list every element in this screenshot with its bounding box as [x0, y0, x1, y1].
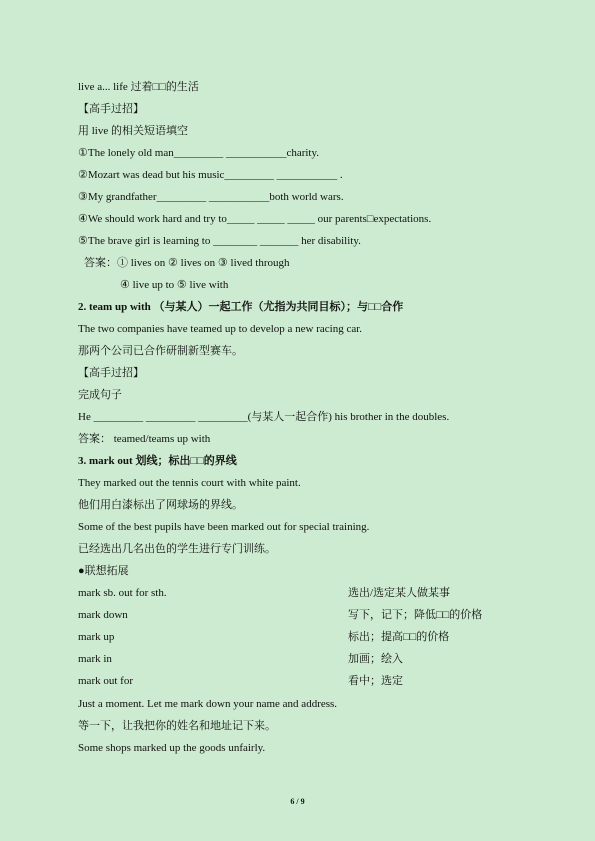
phrase-zh: 看中；选定 [348, 675, 403, 687]
example-sentence-en-4: Just a moment. Let me mark down your name and address. [78, 698, 338, 710]
phrase-zh: 标出；提高□□的价格 [348, 631, 450, 643]
example-sentence-zh-2: 他们用白漆标出了网球场的界线。 [78, 499, 243, 511]
example-sentence-en-2: They marked out the tennis court with white paint. [78, 477, 301, 489]
heading-mark-out: 3. mark out 划线；标出□□的界线 [78, 455, 237, 467]
example-sentence-zh-3: 已经选出几名出色的学生进行专门训练。 [78, 543, 276, 555]
phrase-en: mark up [78, 631, 115, 643]
phrase-zh: 加画；绘入 [348, 653, 403, 665]
example-sentence-zh: 那两个公司已合作研制新型赛车。 [78, 345, 243, 357]
answer-line-1: 答案：① lives on ② lives on ③ lived through [84, 257, 290, 269]
phrase-en: mark sb. out for sth. [78, 587, 167, 599]
exercise-item-5: ⑤The brave girl is learning to ________ _______ her disability. [78, 235, 361, 247]
exercise-item-4: ④We should work hard and try to_____ _____ _____ our parents□expectations. [78, 213, 432, 225]
phrase-row [78, 674, 555, 688]
phrase-en: mark out for [78, 675, 133, 687]
exercise-item-1: ①The lonely old man_________ ___________charity. [78, 147, 320, 159]
example-sentence-zh-4: 等一下，让我把你的姓名和地址记下来。 [78, 720, 276, 732]
exercise-item-3: ③My grandfather_________ ___________both world wars. [78, 191, 344, 203]
answer-line-3: 答案： teamed/teams up with [78, 433, 211, 445]
section-heading-practice-2: 【高手过招】 [78, 367, 144, 379]
phrase-zh: 写下，记下；降低□□的价格 [348, 609, 483, 621]
phrase-en: mark in [78, 653, 112, 665]
extension-heading: ●联想拓展 [78, 565, 129, 577]
exercise-instruction: 用 live 的相关短语填空 [78, 125, 188, 137]
answer-line-2: ④ live up to ⑤ live with [120, 279, 229, 291]
phrase-zh: 选出/选定某人做某事 [348, 587, 451, 599]
heading-team-up-with: 2. team up with （与某人）一起工作（尤指为共同目标）；与□□合作 [78, 301, 404, 313]
exercise-item-2: ②Mozart was dead but his music_________ ___________ . [78, 169, 343, 181]
phrase-row [78, 586, 555, 600]
example-sentence-en: The two companies have teamed up to develop a new racing car. [78, 323, 363, 335]
page-number: 6 / 9 [290, 797, 305, 806]
example-sentence-en-5: Some shops marked up the goods unfairly. [78, 742, 266, 754]
exercise-sentence: He _________ _________ _________(与某人一起合作) his brother in the doubles. [78, 411, 450, 423]
exercise-instruction-2: 完成句子 [78, 389, 122, 401]
phrase-en: mark down [78, 609, 128, 621]
phrase-row [78, 630, 555, 644]
phrase-row [78, 608, 555, 622]
phrase-live-a-life: live a... life 过着□□的生活 [78, 81, 199, 93]
phrase-row [78, 652, 555, 666]
section-heading-practice: 【高手过招】 [78, 103, 144, 115]
example-sentence-en-3: Some of the best pupils have been marked out for special training. [78, 521, 370, 533]
